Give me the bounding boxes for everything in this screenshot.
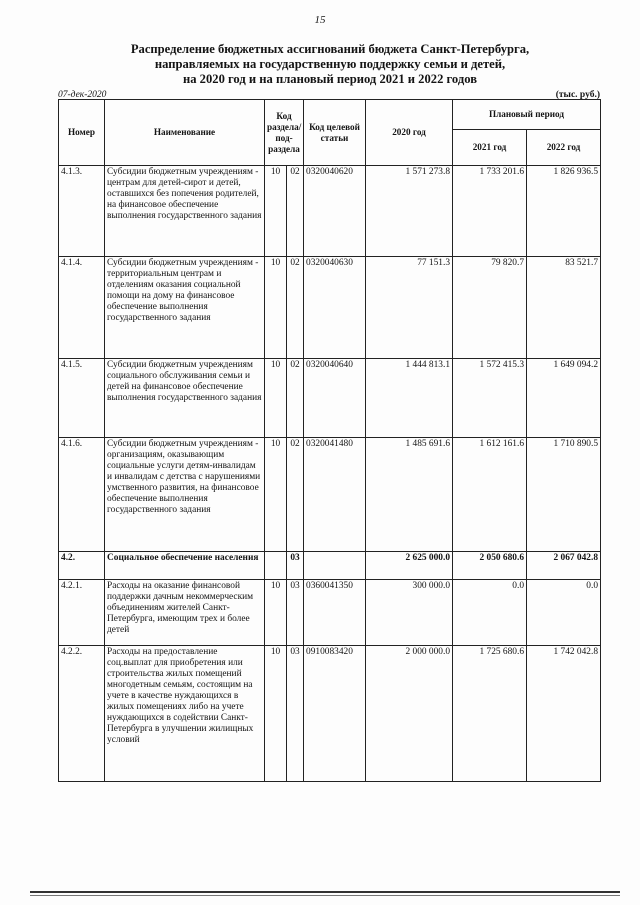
row-2020: 77 151.3 [366, 257, 453, 359]
header-number: Номер [59, 100, 105, 166]
row-target-code: 0910083420 [304, 646, 366, 782]
row-number: 4.2.1. [59, 580, 105, 646]
row-name: Социальное обеспечение населения [105, 552, 265, 580]
row-subsection: 03 [287, 552, 304, 580]
row-section: 10 [265, 359, 287, 438]
table-row [59, 166, 601, 257]
units-label: (тыс. руб.) [555, 90, 600, 100]
row-2021: 1 572 415.3 [453, 359, 527, 438]
row-subsection: 02 [287, 359, 304, 438]
header-section-code: Код раздела/ под-раздела [265, 100, 304, 166]
row-2022: 1 710 890.5 [527, 438, 601, 552]
table-row [59, 359, 601, 438]
row-number: 4.1.5. [59, 359, 105, 438]
row-2022: 2 067 042.8 [527, 552, 601, 580]
document-date: 07-дек-2020 [58, 90, 107, 100]
row-2021: 2 050 680.6 [453, 552, 527, 580]
row-target-code: 0320040640 [304, 359, 366, 438]
row-target-code: 0320040620 [304, 166, 366, 257]
footer-rule [30, 891, 620, 893]
title-line-1: Распределение бюджетных ассигнований бюджета Санкт-Петербурга, [130, 42, 530, 56]
header-2022: 2022 год [527, 130, 601, 166]
row-2020: 1 444 813.1 [366, 359, 453, 438]
budget-table [58, 99, 601, 782]
page-number: 15 [314, 14, 326, 26]
row-2020: 2 625 000.0 [366, 552, 453, 580]
row-section: 10 [265, 166, 287, 257]
row-number: 4.2. [59, 552, 105, 580]
row-2022: 1 742 042.8 [527, 646, 601, 782]
row-number: 4.1.3. [59, 166, 105, 257]
row-target-code [304, 552, 366, 580]
row-subsection: 02 [287, 438, 304, 552]
row-subsection: 02 [287, 257, 304, 359]
table-row [59, 438, 601, 552]
row-2020: 300 000.0 [366, 580, 453, 646]
title-line-3: на 2020 год и на плановый период 2021 и 2022 годов [182, 72, 478, 86]
row-name: Расходы на предоставление соц.выплат для приобретения или строительства жилых помещений многодетным семьям, состоящим на учете в качестве нуждающихся в жилых помещениях либо на учете нуждающихся в содействии Санкт-Петербурга в улучшении жилищных условий [105, 646, 265, 782]
row-target-code: 0360041350 [304, 580, 366, 646]
document-title [60, 42, 600, 87]
header-2021: 2021 год [453, 130, 527, 166]
row-2020: 2 000 000.0 [366, 646, 453, 782]
row-name: Субсидии бюджетным учреждениям - организациям, оказывающим социальные услуги детям-инвалидам и инвалидам с детства с нарушениями умственного развития, на финансовое обеспечение выполнения государственного задания [105, 438, 265, 552]
row-section: 10 [265, 257, 287, 359]
table-row [59, 646, 601, 782]
row-section [265, 552, 287, 580]
row-section: 10 [265, 646, 287, 782]
row-2020: 1 571 273.8 [366, 166, 453, 257]
row-subsection: 03 [287, 646, 304, 782]
row-2022: 1 826 936.5 [527, 166, 601, 257]
row-number: 4.2.2. [59, 646, 105, 782]
table-row [59, 257, 601, 359]
row-2020: 1 485 691.6 [366, 438, 453, 552]
row-number: 4.1.6. [59, 438, 105, 552]
row-target-code: 0320041480 [304, 438, 366, 552]
row-2022: 0.0 [527, 580, 601, 646]
row-target-code: 0320040630 [304, 257, 366, 359]
table-row [59, 580, 601, 646]
row-name: Субсидии бюджетным учреждениям социального обслуживания семьи и детей на финансовое обеспечение выполнения государственного задания [105, 359, 265, 438]
header-target-code: Код целевой статьи [304, 100, 366, 166]
row-subsection: 03 [287, 580, 304, 646]
title-line-2: направляемых на государственную поддержку семьи и детей, [154, 57, 506, 71]
row-2021: 0.0 [453, 580, 527, 646]
row-name: Субсидии бюджетным учреждениям - центрам для детей-сирот и детей, оставшихся без попечения родителей, на финансовое обеспечение выполнения государственного задания [105, 166, 265, 257]
table-row [59, 552, 601, 580]
header-planned-period: Плановый период [453, 100, 601, 130]
row-2021: 1 733 201.6 [453, 166, 527, 257]
row-section: 10 [265, 580, 287, 646]
row-2022: 83 521.7 [527, 257, 601, 359]
row-subsection: 02 [287, 166, 304, 257]
row-2021: 1 725 680.6 [453, 646, 527, 782]
row-2021: 79 820.7 [453, 257, 527, 359]
row-section: 10 [265, 438, 287, 552]
footer-rule-secondary [30, 895, 620, 896]
row-name: Субсидии бюджетным учреждениям - территориальным центрам и отделениям оказания социальной помощи на дому на финансовое обеспечение выполнения государственного задания [105, 257, 265, 359]
row-2022: 1 649 094.2 [527, 359, 601, 438]
row-number: 4.1.4. [59, 257, 105, 359]
row-name: Расходы на оказание финансовой поддержки дачным некоммерческим объединениям жителей Санкт-Петербурга, имеющим трех и более детей [105, 580, 265, 646]
row-2021: 1 612 161.6 [453, 438, 527, 552]
header-name: Наименование [105, 100, 265, 166]
header-2020: 2020 год [366, 100, 453, 166]
